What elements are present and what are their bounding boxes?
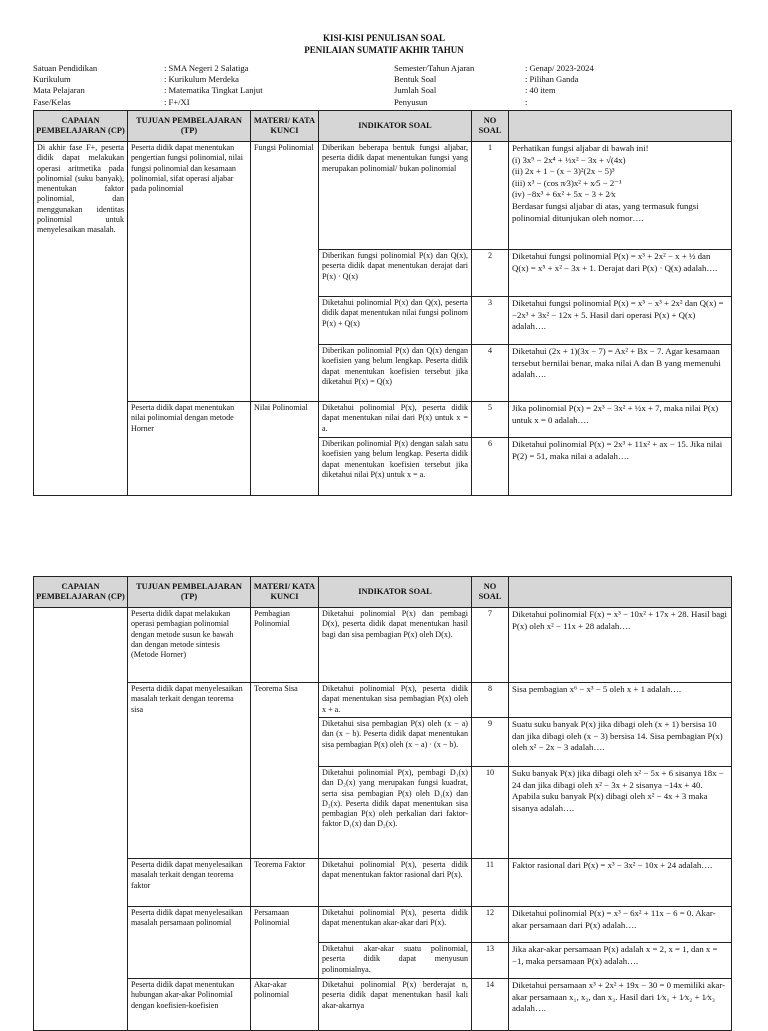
header-tp: TUJUAN PEMBELAJARAN (TP) <box>128 577 251 608</box>
no-soal-cell: 4 <box>472 345 509 402</box>
soal-line: Diketahui polinomial P(x) = 2x³ + 11x² + ax − 15. Jika nilai P(2) = 51, maka nilai a adalah…. <box>512 439 723 461</box>
meta-value: : Genap/ 2023-2024 <box>525 63 594 73</box>
no-soal-cell: 13 <box>472 943 509 979</box>
no-soal-cell: 1 <box>472 142 509 250</box>
meta-value: : Matematika Tingkat Lanjut <box>164 85 263 96</box>
no-soal-cell: 6 <box>472 438 509 496</box>
table-header-row <box>34 577 732 608</box>
soal-cell <box>509 859 732 907</box>
soal-line: (iii) x³ − (cos π⁄3)x² + x⁄5 − 2⁻¹ <box>512 177 622 188</box>
soal-cell <box>509 718 732 767</box>
meta-value: : Kurikulum Merdeka <box>164 74 239 85</box>
header-indikator: INDIKATOR SOAL <box>319 577 472 608</box>
meta-label: Satuan Pendidikan <box>33 63 98 73</box>
meta-value: : <box>525 96 528 107</box>
no-soal-cell: 8 <box>472 683 509 718</box>
document-title: KISI-KISI PENULISAN SOAL <box>322 33 446 43</box>
header-indikator: INDIKATOR SOAL <box>319 111 472 142</box>
cp-cell <box>34 608 128 1031</box>
no-soal-cell: 9 <box>472 718 509 767</box>
materi-cell: Persamaan Polinomial <box>251 907 319 979</box>
kisi-table-1 <box>33 110 732 496</box>
soal-line: Diketahui fungsi polinomial P(x) = x³ + 2x² − x + ½ dan Q(x) = x⁵ + x² − 3x + 1. Derajat dari P(x) · Q(x) adalah…. <box>512 251 718 273</box>
meta-row <box>394 63 594 74</box>
no-soal-cell: 5 <box>472 402 509 438</box>
meta-value: : Pilihan Ganda <box>525 74 579 85</box>
soal-line: Berdasar fungsi aljabar di atas, yang termasuk fungsi polinomial ditunjukan oleh nomor…. <box>512 200 699 223</box>
indikator-cell: Diketahui polinomial P(x) dan Q(x), peserta didik dapat menentukan nilai fungsi polinom P(x) + Q(x) <box>319 297 472 345</box>
header-soal <box>509 577 732 608</box>
table-row <box>34 979 732 1031</box>
meta-row <box>33 74 263 85</box>
meta-value: : SMA Negeri 2 Salatiga <box>164 63 249 73</box>
meta-row <box>33 97 263 108</box>
indikator-cell: Diketahui polinomial P(x), peserta didik dapat menentukan sisa pembagian P(x) oleh x + a. <box>319 683 472 718</box>
header-tp: TUJUAN PEMBELAJARAN (TP) <box>128 111 251 142</box>
indikator-cell: Diketahui polinomial P(x), peserta didik dapat menentukan nilai dari P(x) untuk x = a. <box>319 402 472 438</box>
materi-cell: Nilai Polinomial <box>251 402 319 496</box>
soal-line: Diketahui (2x + 1)(3x − 7) = Ax² + Bx − 7. Agar kesamaan tersebut bernilai benar, maka nilai A dan B yang memenuhi adalah…. <box>512 346 721 380</box>
soal-line: Faktor rasional dari P(x) = x³ − 3x² − 10x + 24 adalah…. <box>512 860 713 870</box>
meta-row <box>33 85 263 96</box>
indikator-cell: Diberikan polinomial P(x) dan Q(x) dengan koefisien yang belum lengkap. Peserta didik dapat menentukan koefisien tersebut jika diketahui P(x) = Q(x) <box>319 345 472 402</box>
soal-cell <box>509 943 732 979</box>
soal-cell <box>509 438 732 496</box>
meta-label: Penyusun <box>394 96 428 107</box>
soal-cell <box>509 345 732 402</box>
soal-line: Suatu suku banyak P(x) jika dibagi oleh (x + 1) bersisa 10 dan jika dibagi oleh (x − 3) bersisa 14. Sisa pembagian P(x) oleh x² − 2x − 3 adalah…. <box>512 719 723 753</box>
soal-line: (ii) 2x + 1 − (x − 3)²(2x − 5)³ <box>512 166 615 177</box>
header-no-soal: NO SOAL <box>472 577 509 608</box>
table-row <box>34 859 732 907</box>
soal-cell <box>509 142 732 250</box>
table-row <box>34 683 732 718</box>
meta-label: Jumlah Soal <box>394 85 437 96</box>
soal-line: Diketahui polinomial F(x) = x³ − 10x² + 17x + 28. Hasil bagi P(x) oleh x² − 11x + 28 adalah…. <box>512 609 727 631</box>
header-cp: CAPAIAN PEMBELAJARAN (CP) <box>34 111 128 142</box>
meta-label: Fase/Kelas <box>33 96 71 107</box>
tujuan-cell: Peserta didik dapat menentukan nilai polinomial dengan metode Horner <box>128 402 251 496</box>
meta-value: : F+/XI <box>164 96 190 107</box>
header-materi: MATERI/ KATA KUNCI <box>251 577 319 608</box>
soal-cell <box>509 250 732 297</box>
indikator-cell: Diberikan polinomial P(x) dengan salah satu koefisien yang belum lengkap. Peserta didik dapat menentukan koefisien tersebut jika diketahui nilai P(x) untuk x = a. <box>319 438 472 496</box>
meta-right <box>394 63 594 108</box>
soal-cell <box>509 683 732 718</box>
meta-label: Semester/Tahun Ajaran <box>394 63 475 73</box>
soal-line: Diketahui polinomial P(x) = x³ − 6x² + 11x − 6 = 0. Akar-akar persamaan dari P(x) adalah…. <box>512 908 716 930</box>
indikator-cell: Diketahui polinomial P(x), pembagi D₁(x) dan D₂(x) yang merupakan fungsi kuadrat, serta sisa pembagian P(x) oleh D₁(x) dan D₂(x). Peserta didik dapat menentukan sisa pembagian P(x) oleh perkalian dari faktor-faktor D₁(x) dan D₂(x). <box>319 767 472 859</box>
no-soal-cell: 14 <box>472 979 509 1031</box>
materi-cell: Akar-akar polinomial <box>251 979 319 1031</box>
no-soal-cell: 3 <box>472 297 509 345</box>
soal-line: (iv) −8x³ + 6x² + 5x − 3 + 2⁄x <box>512 189 616 200</box>
soal-cell <box>509 402 732 438</box>
meta-row <box>394 85 594 96</box>
soal-line: Jika akar-akar persamaan P(x) adalah x = 2, x = 1, dan x = −1, maka persamaan P(x) adalah…. <box>512 944 718 966</box>
table-row <box>34 907 732 943</box>
meta-left <box>33 63 263 108</box>
header-cp: CAPAIAN PEMBELAJARAN (CP) <box>34 577 128 608</box>
soal-cell <box>509 608 732 683</box>
meta-row <box>394 97 594 108</box>
materi-cell: Fungsi Polinomial <box>251 142 319 402</box>
header-soal <box>509 111 732 142</box>
soal-line: Suku banyak P(x) jika dibagi oleh x² − 5x + 6 sisanya 18x − 24 dan jika dibagi oleh x² − 3x + 2 sisanya −14x + 40. Apabila suku banyak P(x) dibagi oleh x² − 4x + 3 maka sisanya adalah…. <box>512 768 724 813</box>
cp-cell: Di akhir fase F+, peserta didik dapat melakukan operasi aritmetika pada polinomial (suku banyak), menentukan faktor polinomial, dan menggunakan identitas polinomial untuk menyelesaikan masalah. <box>34 142 128 496</box>
tujuan-cell: Peserta didik dapat menyelesaikan masalah persamaan polinomial <box>128 907 251 979</box>
soal-cell <box>509 767 732 859</box>
meta-value: : 40 item <box>525 85 556 96</box>
soal-line: Diketahui fungsi polinomial P(x) = x⁵ − x³ + 2x² dan Q(x) = −2x³ + 3x² − 12x + 5. Hasil dari operasi P(x) + Q(x) adalah…. <box>512 298 724 332</box>
indikator-cell: Diketahui polinomial P(x), peserta didik dapat menentukan akar-akar dari P(x). <box>319 907 472 943</box>
table-row <box>34 402 732 438</box>
soal-line: Diketahui persamaan x³ + 2x² + 19x − 30 = 0 memiliki akar-akar persamaan x₁, x₂, dan x₃. Hasil dari 1⁄x₁ + 1⁄x₂ + 1⁄x₃ adalah…. <box>512 980 726 1014</box>
tujuan-cell: Peserta didik dapat melakukan operasi pembagian polinomial dengan metode susun ke bawah dan dengan metode sintesis (Metode Horner) <box>128 608 251 683</box>
indikator-cell: Diberikan beberapa bentuk fungsi aljabar, peserta didik dapat menentukan fungsi yang merupakan polinomial/ bukan polinomial <box>319 142 472 250</box>
materi-cell: Teorema Sisa <box>251 683 319 859</box>
indikator-cell: Diketahui polinomial P(x), peserta didik dapat menentukan faktor rasional dari P(x). <box>319 859 472 907</box>
indikator-cell: Diketahui polinomial P(x) berderajat n, peserta didik dapat menentukan hasil kali akar-akarnya <box>319 979 472 1031</box>
tujuan-cell: Peserta didik dapat menentukan hubungan akar-akar Polinomial dengan koefisien-koefisien <box>128 979 251 1031</box>
soal-line: Perhatikan fungsi aljabar di bawah ini! <box>512 143 649 153</box>
table-row <box>34 608 732 683</box>
kisi-table-2 <box>33 576 732 1031</box>
table-row <box>34 142 732 250</box>
meta-row <box>394 74 594 85</box>
meta-label: Bentuk Soal <box>394 74 437 85</box>
indikator-cell: Diberikan fungsi polinomial P(x) dan Q(x), peserta didik dapat menentukan derajat dari P(x) · Q(x) <box>319 250 472 297</box>
no-soal-cell: 10 <box>472 767 509 859</box>
soal-cell <box>509 979 732 1031</box>
soal-cell <box>509 297 732 345</box>
meta-label: Kurikulum <box>33 74 71 85</box>
indikator-cell: Diketahui akar-akar suatu polinomial, peserta didik dapat menyusun polinomialnya. <box>319 943 472 979</box>
soal-line: (i) 3x⁹ − 2x⁴ + ⅓x² − 3x + √(4x) <box>512 154 626 165</box>
header-materi: MATERI/ KATA KUNCI <box>251 111 319 142</box>
meta-label: Mata Pelajaran <box>33 85 85 96</box>
no-soal-cell: 2 <box>472 250 509 297</box>
meta-row <box>33 63 263 74</box>
table-header-row <box>34 111 732 142</box>
tujuan-cell: Peserta didik dapat menentukan pengertian fungsi polinomial, nilai fungsi polinomial dan kesamaan polinomial, sifat operasi aljabar pada polinomial <box>128 142 251 402</box>
no-soal-cell: 12 <box>472 907 509 943</box>
indikator-cell: Diketahui polinomial P(x) dan pembagi D(x), peserta didik dapat menentukan hasil bagi dan sisa pembagian P(x) oleh D(x). <box>319 608 472 683</box>
soal-line: Sisa pembagian x⁶ − x³ − 5 oleh x + 1 adalah…. <box>512 684 682 694</box>
materi-cell: Pembagian Polinomial <box>251 608 319 683</box>
soal-cell <box>509 907 732 943</box>
tujuan-cell: Peserta didik dapat menyelesaikan masalah terkait dengan teorema sisa <box>128 683 251 859</box>
header-no-soal: NO SOAL <box>472 111 509 142</box>
indikator-cell: Diketahui sisa pembagian P(x) oleh (x − a) dan (x − b). Peserta didik dapat menentukan sisa pembagian P(x) oleh (x − a) · (x − b). <box>319 718 472 767</box>
tujuan-cell: Peserta didik dapat menyelesaikan masalah terkait dengan teorema faktor <box>128 859 251 907</box>
no-soal-cell: 11 <box>472 859 509 907</box>
no-soal-cell: 7 <box>472 608 509 683</box>
materi-cell: Teorema Faktor <box>251 859 319 907</box>
document-subtitle: PENILAIAN SUMATIF AKHIR TAHUN <box>304 45 464 55</box>
soal-line: Jika polinomial P(x) = 2x³ − 3x² + ½x + 7, maka nilai P(x) untuk x = 0 adalah…. <box>512 403 719 425</box>
